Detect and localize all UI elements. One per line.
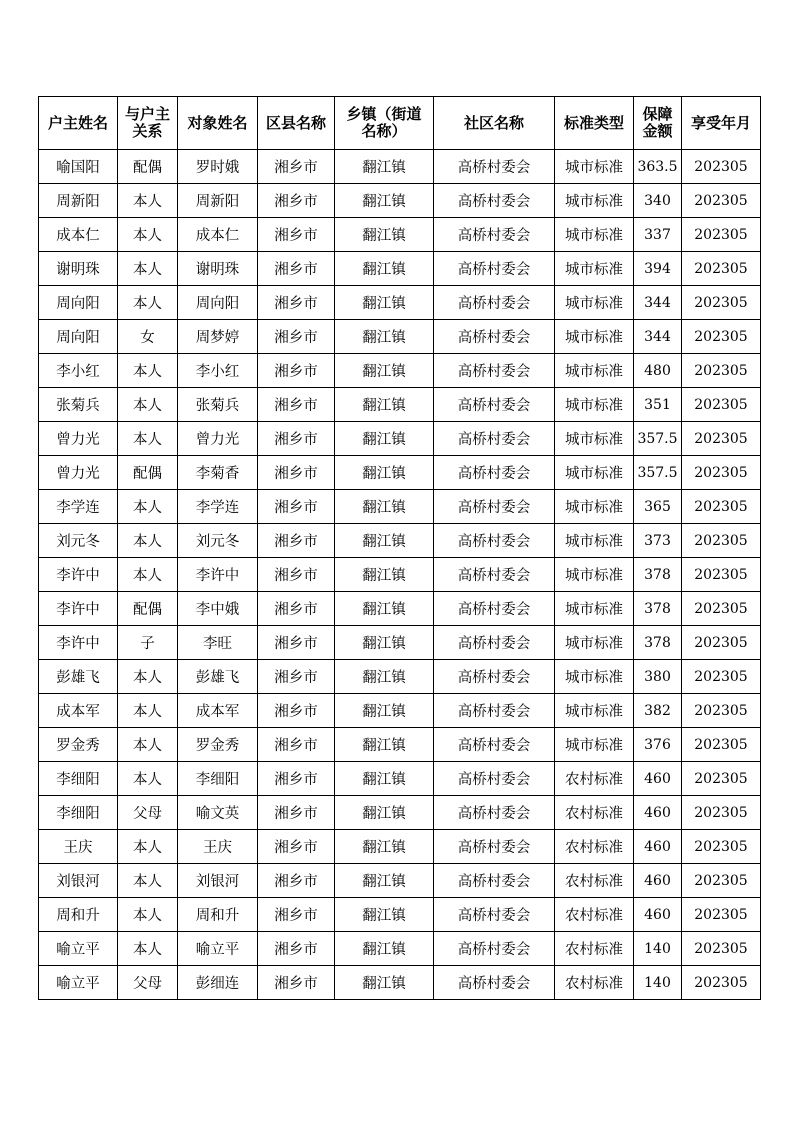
period-cell: 202305: [682, 932, 761, 966]
standard-type-cell: 城市标准: [555, 218, 634, 252]
recipient-name-cell: 喻立平: [178, 932, 258, 966]
householder-name-cell: 李许中: [39, 592, 118, 626]
relation-cell: 本人: [118, 490, 178, 524]
township-cell: 翻江镇: [335, 422, 434, 456]
community-cell: 高桥村委会: [434, 932, 555, 966]
recipient-name-cell: 成本仁: [178, 218, 258, 252]
col-header-relation: [118, 97, 178, 150]
standard-type-cell: 城市标准: [555, 422, 634, 456]
table-row: [39, 456, 761, 490]
table-row: [39, 558, 761, 592]
county-cell: 湘乡市: [258, 558, 335, 592]
township-cell: 翻江镇: [335, 830, 434, 864]
header-line: 与户主: [124, 105, 170, 123]
recipient-name-cell: 张菊兵: [178, 388, 258, 422]
township-cell: 翻江镇: [335, 728, 434, 762]
county-cell: 湘乡市: [258, 592, 335, 626]
table-row: [39, 184, 761, 218]
township-cell: 翻江镇: [335, 864, 434, 898]
county-cell: 湘乡市: [258, 524, 335, 558]
recipient-name-cell: 李学连: [178, 490, 258, 524]
township-cell: 翻江镇: [335, 354, 434, 388]
township-cell: 翻江镇: [335, 762, 434, 796]
period-cell: 202305: [682, 830, 761, 864]
period-cell: 202305: [682, 184, 761, 218]
township-cell: 翻江镇: [335, 932, 434, 966]
community-cell: 高桥村委会: [434, 796, 555, 830]
relation-cell: 本人: [118, 218, 178, 252]
period-cell: 202305: [682, 966, 761, 1000]
amount-cell: 344: [634, 286, 682, 320]
period-cell: 202305: [682, 660, 761, 694]
header-line: 保障: [642, 105, 673, 123]
period-cell: 202305: [682, 762, 761, 796]
householder-name-cell: 张菊兵: [39, 388, 118, 422]
standard-type-cell: 城市标准: [555, 524, 634, 558]
table-row: [39, 252, 761, 286]
township-cell: 翻江镇: [335, 490, 434, 524]
col-header-period: [682, 97, 761, 150]
householder-name-cell: 李许中: [39, 558, 118, 592]
table-row: [39, 796, 761, 830]
table-row: [39, 388, 761, 422]
standard-type-cell: 城市标准: [555, 626, 634, 660]
amount-cell: 460: [634, 864, 682, 898]
amount-cell: 340: [634, 184, 682, 218]
relation-cell: 女: [118, 320, 178, 354]
recipient-name-cell: 彭细连: [178, 966, 258, 1000]
township-cell: 翻江镇: [335, 796, 434, 830]
community-cell: 高桥村委会: [434, 592, 555, 626]
community-cell: 高桥村委会: [434, 762, 555, 796]
header-line: 乡镇（街道: [346, 105, 422, 123]
recipient-name-cell: 刘银河: [178, 864, 258, 898]
recipient-name-cell: 喻文英: [178, 796, 258, 830]
amount-cell: 357.5: [634, 422, 682, 456]
relation-cell: 本人: [118, 558, 178, 592]
table-row: [39, 660, 761, 694]
township-cell: 翻江镇: [335, 218, 434, 252]
township-cell: 翻江镇: [335, 966, 434, 1000]
township-cell: 翻江镇: [335, 150, 434, 184]
relation-cell: 本人: [118, 422, 178, 456]
county-cell: 湘乡市: [258, 456, 335, 490]
table-row: [39, 422, 761, 456]
community-cell: 高桥村委会: [434, 388, 555, 422]
period-cell: 202305: [682, 796, 761, 830]
relation-cell: 本人: [118, 388, 178, 422]
county-cell: 湘乡市: [258, 422, 335, 456]
township-cell: 翻江镇: [335, 456, 434, 490]
standard-type-cell: 农村标准: [555, 796, 634, 830]
householder-name-cell: 王庆: [39, 830, 118, 864]
table-body: [39, 150, 761, 1000]
amount-cell: 380: [634, 660, 682, 694]
recipient-name-cell: 李细阳: [178, 762, 258, 796]
township-cell: 翻江镇: [335, 660, 434, 694]
householder-name-cell: 李学连: [39, 490, 118, 524]
period-cell: 202305: [682, 728, 761, 762]
table-row: [39, 150, 761, 184]
period-cell: 202305: [682, 864, 761, 898]
township-cell: 翻江镇: [335, 252, 434, 286]
col-header-county: [258, 97, 335, 150]
community-cell: 高桥村委会: [434, 626, 555, 660]
householder-name-cell: 周向阳: [39, 320, 118, 354]
amount-cell: 351: [634, 388, 682, 422]
township-cell: 翻江镇: [335, 898, 434, 932]
community-cell: 高桥村委会: [434, 422, 555, 456]
standard-type-cell: 农村标准: [555, 966, 634, 1000]
county-cell: 湘乡市: [258, 388, 335, 422]
standard-type-cell: 农村标准: [555, 762, 634, 796]
county-cell: 湘乡市: [258, 320, 335, 354]
county-cell: 湘乡市: [258, 864, 335, 898]
standard-type-cell: 城市标准: [555, 252, 634, 286]
householder-name-cell: 周新阳: [39, 184, 118, 218]
standard-type-cell: 城市标准: [555, 184, 634, 218]
period-cell: 202305: [682, 694, 761, 728]
householder-name-cell: 罗金秀: [39, 728, 118, 762]
col-header-householder-name: [39, 97, 118, 150]
period-cell: 202305: [682, 252, 761, 286]
header-line: 关系: [132, 122, 163, 140]
table-row: [39, 524, 761, 558]
community-cell: 高桥村委会: [434, 252, 555, 286]
county-cell: 湘乡市: [258, 184, 335, 218]
amount-cell: 337: [634, 218, 682, 252]
recipient-name-cell: 曾力光: [178, 422, 258, 456]
table-row: [39, 218, 761, 252]
county-cell: 湘乡市: [258, 660, 335, 694]
relation-cell: 本人: [118, 898, 178, 932]
householder-name-cell: 刘银河: [39, 864, 118, 898]
township-cell: 翻江镇: [335, 592, 434, 626]
period-cell: 202305: [682, 456, 761, 490]
col-header-amount: [634, 97, 682, 150]
relation-cell: 本人: [118, 932, 178, 966]
amount-cell: 378: [634, 592, 682, 626]
recipient-name-cell: 刘元冬: [178, 524, 258, 558]
header-line: 户主姓名: [47, 113, 108, 132]
table-row: [39, 898, 761, 932]
householder-name-cell: 曾力光: [39, 456, 118, 490]
header-line: 社区名称: [463, 113, 524, 132]
standard-type-cell: 城市标准: [555, 286, 634, 320]
table-row: [39, 728, 761, 762]
community-cell: 高桥村委会: [434, 456, 555, 490]
community-cell: 高桥村委会: [434, 660, 555, 694]
community-cell: 高桥村委会: [434, 864, 555, 898]
amount-cell: 394: [634, 252, 682, 286]
period-cell: 202305: [682, 320, 761, 354]
header-line: 区县名称: [265, 113, 326, 132]
header-line: 名称）: [361, 122, 407, 140]
county-cell: 湘乡市: [258, 966, 335, 1000]
householder-name-cell: 成本军: [39, 694, 118, 728]
township-cell: 翻江镇: [335, 286, 434, 320]
recipient-name-cell: 李旺: [178, 626, 258, 660]
householder-name-cell: 喻立平: [39, 966, 118, 1000]
amount-cell: 378: [634, 626, 682, 660]
standard-type-cell: 城市标准: [555, 320, 634, 354]
amount-cell: 460: [634, 898, 682, 932]
relation-cell: 配偶: [118, 150, 178, 184]
community-cell: 高桥村委会: [434, 558, 555, 592]
relation-cell: 本人: [118, 252, 178, 286]
amount-cell: 382: [634, 694, 682, 728]
recipient-name-cell: 周和升: [178, 898, 258, 932]
relation-cell: 本人: [118, 728, 178, 762]
community-cell: 高桥村委会: [434, 184, 555, 218]
community-cell: 高桥村委会: [434, 830, 555, 864]
township-cell: 翻江镇: [335, 626, 434, 660]
recipient-name-cell: 李中娥: [178, 592, 258, 626]
standard-type-cell: 城市标准: [555, 592, 634, 626]
table-row: [39, 286, 761, 320]
householder-name-cell: 周和升: [39, 898, 118, 932]
relation-cell: 本人: [118, 354, 178, 388]
amount-cell: 365: [634, 490, 682, 524]
community-cell: 高桥村委会: [434, 286, 555, 320]
col-header-township: [335, 97, 434, 150]
recipient-name-cell: 李小红: [178, 354, 258, 388]
period-cell: 202305: [682, 626, 761, 660]
relation-cell: 子: [118, 626, 178, 660]
township-cell: 翻江镇: [335, 524, 434, 558]
header-line: 标准类型: [563, 113, 624, 132]
community-cell: 高桥村委会: [434, 898, 555, 932]
recipient-name-cell: 李菊香: [178, 456, 258, 490]
householder-name-cell: 李细阳: [39, 762, 118, 796]
table-row: [39, 932, 761, 966]
relation-cell: 本人: [118, 184, 178, 218]
householder-name-cell: 曾力光: [39, 422, 118, 456]
amount-cell: 373: [634, 524, 682, 558]
community-cell: 高桥村委会: [434, 354, 555, 388]
relation-cell: 本人: [118, 660, 178, 694]
col-header-community: [434, 97, 555, 150]
recipient-name-cell: 彭雄飞: [178, 660, 258, 694]
recipient-name-cell: 罗金秀: [178, 728, 258, 762]
county-cell: 湘乡市: [258, 252, 335, 286]
standard-type-cell: 农村标准: [555, 898, 634, 932]
recipient-name-cell: 成本军: [178, 694, 258, 728]
amount-cell: 378: [634, 558, 682, 592]
township-cell: 翻江镇: [335, 320, 434, 354]
relation-cell: 父母: [118, 796, 178, 830]
table-row: [39, 592, 761, 626]
recipient-name-cell: 罗时娥: [178, 150, 258, 184]
relation-cell: 配偶: [118, 592, 178, 626]
householder-name-cell: 彭雄飞: [39, 660, 118, 694]
standard-type-cell: 农村标准: [555, 830, 634, 864]
community-cell: 高桥村委会: [434, 966, 555, 1000]
col-header-standard-type: [555, 97, 634, 150]
householder-name-cell: 喻国阳: [39, 150, 118, 184]
standard-type-cell: 城市标准: [555, 490, 634, 524]
standard-type-cell: 城市标准: [555, 150, 634, 184]
standard-type-cell: 农村标准: [555, 864, 634, 898]
recipient-name-cell: 周向阳: [178, 286, 258, 320]
county-cell: 湘乡市: [258, 286, 335, 320]
county-cell: 湘乡市: [258, 796, 335, 830]
table-row: [39, 966, 761, 1000]
standard-type-cell: 城市标准: [555, 694, 634, 728]
period-cell: 202305: [682, 354, 761, 388]
county-cell: 湘乡市: [258, 728, 335, 762]
relation-cell: 父母: [118, 966, 178, 1000]
county-cell: 湘乡市: [258, 830, 335, 864]
table-row: [39, 626, 761, 660]
amount-cell: 344: [634, 320, 682, 354]
county-cell: 湘乡市: [258, 898, 335, 932]
table-row: [39, 320, 761, 354]
householder-name-cell: 李小红: [39, 354, 118, 388]
county-cell: 湘乡市: [258, 490, 335, 524]
standard-type-cell: 城市标准: [555, 456, 634, 490]
period-cell: 202305: [682, 898, 761, 932]
householder-name-cell: 周向阳: [39, 286, 118, 320]
relation-cell: 本人: [118, 864, 178, 898]
township-cell: 翻江镇: [335, 558, 434, 592]
householder-name-cell: 成本仁: [39, 218, 118, 252]
header-row: [39, 97, 761, 150]
relation-cell: 本人: [118, 694, 178, 728]
recipient-name-cell: 周新阳: [178, 184, 258, 218]
period-cell: 202305: [682, 150, 761, 184]
recipient-name-cell: 谢明珠: [178, 252, 258, 286]
col-header-recipient-name: [178, 97, 258, 150]
standard-type-cell: 城市标准: [555, 558, 634, 592]
table-row: [39, 864, 761, 898]
table-row: [39, 830, 761, 864]
table-row: [39, 490, 761, 524]
community-cell: 高桥村委会: [434, 490, 555, 524]
table-row: [39, 694, 761, 728]
period-cell: 202305: [682, 592, 761, 626]
header-line: 对象姓名: [187, 113, 248, 132]
householder-name-cell: 刘元冬: [39, 524, 118, 558]
amount-cell: 460: [634, 762, 682, 796]
relation-cell: 本人: [118, 830, 178, 864]
standard-type-cell: 农村标准: [555, 932, 634, 966]
table-row: [39, 762, 761, 796]
period-cell: 202305: [682, 388, 761, 422]
amount-cell: 140: [634, 932, 682, 966]
period-cell: 202305: [682, 524, 761, 558]
amount-cell: 460: [634, 796, 682, 830]
county-cell: 湘乡市: [258, 150, 335, 184]
header-line: 金额: [642, 122, 673, 140]
community-cell: 高桥村委会: [434, 694, 555, 728]
relation-cell: 本人: [118, 286, 178, 320]
county-cell: 湘乡市: [258, 626, 335, 660]
standard-type-cell: 城市标准: [555, 660, 634, 694]
community-cell: 高桥村委会: [434, 728, 555, 762]
amount-cell: 140: [634, 966, 682, 1000]
householder-name-cell: 喻立平: [39, 932, 118, 966]
householder-name-cell: 谢明珠: [39, 252, 118, 286]
community-cell: 高桥村委会: [434, 320, 555, 354]
householder-name-cell: 李细阳: [39, 796, 118, 830]
amount-cell: 376: [634, 728, 682, 762]
township-cell: 翻江镇: [335, 694, 434, 728]
period-cell: 202305: [682, 558, 761, 592]
period-cell: 202305: [682, 218, 761, 252]
community-cell: 高桥村委会: [434, 218, 555, 252]
community-cell: 高桥村委会: [434, 150, 555, 184]
relation-cell: 本人: [118, 524, 178, 558]
amount-cell: 357.5: [634, 456, 682, 490]
recipient-name-cell: 周梦婷: [178, 320, 258, 354]
county-cell: 湘乡市: [258, 762, 335, 796]
standard-type-cell: 城市标准: [555, 388, 634, 422]
community-cell: 高桥村委会: [434, 524, 555, 558]
township-cell: 翻江镇: [335, 388, 434, 422]
period-cell: 202305: [682, 422, 761, 456]
recipient-name-cell: 王庆: [178, 830, 258, 864]
standard-type-cell: 城市标准: [555, 728, 634, 762]
county-cell: 湘乡市: [258, 218, 335, 252]
amount-cell: 363.5: [634, 150, 682, 184]
header-line: 享受年月: [690, 113, 751, 132]
township-cell: 翻江镇: [335, 184, 434, 218]
relation-cell: 本人: [118, 762, 178, 796]
county-cell: 湘乡市: [258, 354, 335, 388]
county-cell: 湘乡市: [258, 932, 335, 966]
amount-cell: 460: [634, 830, 682, 864]
relation-cell: 配偶: [118, 456, 178, 490]
period-cell: 202305: [682, 490, 761, 524]
period-cell: 202305: [682, 286, 761, 320]
table-row: [39, 354, 761, 388]
county-cell: 湘乡市: [258, 694, 335, 728]
householder-name-cell: 李许中: [39, 626, 118, 660]
recipient-name-cell: 李许中: [178, 558, 258, 592]
benefit-table: [38, 96, 761, 1000]
standard-type-cell: 城市标准: [555, 354, 634, 388]
amount-cell: 480: [634, 354, 682, 388]
